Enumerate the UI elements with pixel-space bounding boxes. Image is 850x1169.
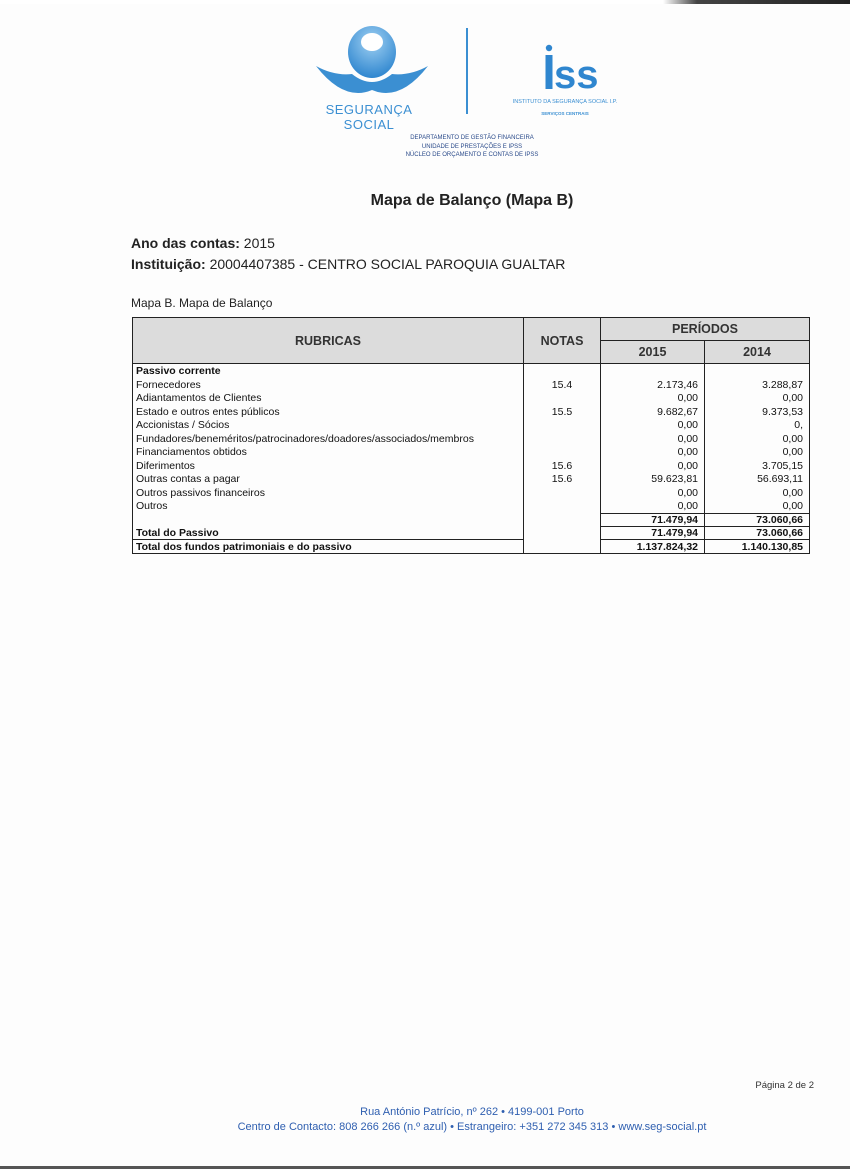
balance-table	[132, 317, 810, 554]
value-2015: 0,00	[677, 486, 698, 499]
header-notas: NOTAS	[524, 318, 600, 363]
value-2014: 3.705,15	[762, 459, 803, 472]
row-label: Total do Passivo	[136, 527, 219, 539]
value-2015: 0,00	[677, 419, 698, 431]
row-label: Financiamentos obtidos	[136, 446, 247, 458]
accounts-year-value: 2015	[243, 235, 275, 251]
page-number: Página 2 de 2	[755, 1080, 814, 1091]
institution-value: 20004407385 - CENTRO SOCIAL PAROQUIA GUALTAR	[209, 256, 566, 272]
value-2015: 0,00	[677, 392, 698, 404]
table-row	[133, 379, 809, 393]
value-2014: 73.060,66	[756, 513, 803, 526]
table-caption: Mapa B. Mapa de Balanço	[131, 296, 273, 310]
row-note: 15.6	[551, 459, 573, 472]
row-label: Total dos fundos patrimoniais e do passivo	[136, 540, 352, 553]
logo-divider	[466, 28, 468, 114]
department-line: DEPARTAMENTO DE GESTÃO FINANCEIRA	[410, 135, 534, 141]
row-note: 15.4	[551, 378, 573, 391]
table-row	[133, 365, 809, 379]
row-note: 15.6	[551, 473, 573, 485]
row-label: Accionistas / Sócios	[136, 419, 230, 431]
value-2014: 73.060,66	[756, 527, 803, 539]
row-label: Outras contas a pagar	[136, 473, 240, 485]
table-row	[133, 541, 809, 555]
table-row	[133, 527, 809, 541]
table-row	[133, 487, 809, 501]
value-2014: 9.373,53	[762, 405, 803, 418]
value-2015: 0,00	[677, 432, 698, 445]
iss-subtitle: SERVIÇOS CENTRAIS	[541, 111, 589, 116]
value-2014: 3.288,87	[762, 378, 803, 391]
row-label: Fundadores/beneméritos/patrocinadores/doadores/associados/membros	[136, 432, 474, 445]
value-2014: 0,	[794, 419, 803, 431]
value-2015: 0,00	[677, 446, 698, 458]
value-2014: 56.693,11	[757, 473, 803, 485]
row-note: 15.5	[551, 405, 573, 418]
value-2015: 71.479,94	[651, 513, 698, 526]
table-row	[133, 406, 809, 420]
footer-contact: Centro de Contacto: 808 266 266 (n.º azul) • Estrangeiro: +351 272 345 313 • www.seg-social.pt	[237, 1121, 707, 1133]
header-periodos: PERÍODOS	[601, 318, 809, 340]
document-title: Mapa de Balanço (Mapa B)	[370, 192, 574, 209]
value-2014: 0,00	[782, 446, 803, 458]
table-row	[133, 500, 809, 514]
row-label: Fornecedores	[136, 378, 201, 391]
value-2015: 1.137.824,32	[636, 540, 698, 553]
department-block	[340, 134, 604, 160]
value-2014: 0,00	[782, 392, 803, 404]
department-line: UNIDADE DE PRESTAÇÕES E IPSS	[421, 143, 523, 150]
table-row	[133, 419, 809, 433]
row-label: Passivo corrente	[136, 365, 221, 377]
header-year-2015: 2015	[601, 341, 704, 363]
institution	[131, 256, 565, 272]
row-divider	[601, 340, 809, 341]
header-divider	[133, 363, 809, 364]
row-label: Adiantamentos de Clientes	[136, 392, 262, 404]
iss-wordmark: INSTITUTO DA SEGURANÇA SOCIAL I.P.	[512, 99, 618, 105]
value-2014: 0,00	[782, 432, 803, 445]
accounts-year-label: Ano das contas:	[131, 235, 240, 251]
seguranca-social-wordmark: SEGURANÇA SOCIAL	[325, 102, 413, 132]
table-row	[133, 446, 809, 460]
row-label: Outros	[136, 500, 168, 512]
row-label: Diferimentos	[136, 459, 195, 472]
value-2015: 59.623,81	[651, 473, 698, 485]
value-2015: 0,00	[677, 500, 698, 512]
institution-label: Instituição:	[131, 256, 206, 272]
value-2014: 1.140.130,85	[741, 540, 803, 553]
value-2014: 0,00	[782, 486, 803, 499]
value-2014: 0,00	[782, 500, 803, 512]
svg-text:ss: ss	[554, 53, 599, 92]
iss-logo	[540, 42, 600, 92]
accounts-year	[131, 235, 275, 251]
table-row	[133, 514, 809, 528]
value-2015: 2.173,46	[657, 378, 698, 391]
header-rubricas: RUBRICAS	[133, 318, 523, 363]
table-row	[133, 460, 809, 474]
table-row	[133, 392, 809, 406]
value-2015: 9.682,67	[657, 405, 698, 418]
row-label: Outros passivos financeiros	[136, 486, 265, 499]
value-2015: 0,00	[677, 459, 698, 472]
department-line: NÚCLEO DE ORÇAMENTO E CONTAS DE IPSS	[405, 152, 539, 158]
row-label: Estado e outros entes públicos	[136, 405, 280, 418]
header-year-2014: 2014	[705, 341, 809, 363]
scan-edge-top	[0, 0, 850, 4]
table-row	[133, 433, 809, 447]
footer-address: Rua António Patrício, nº 262 • 4199-001 Porto	[360, 1106, 584, 1118]
value-2015: 71.479,94	[651, 527, 698, 539]
table-row	[133, 473, 809, 487]
